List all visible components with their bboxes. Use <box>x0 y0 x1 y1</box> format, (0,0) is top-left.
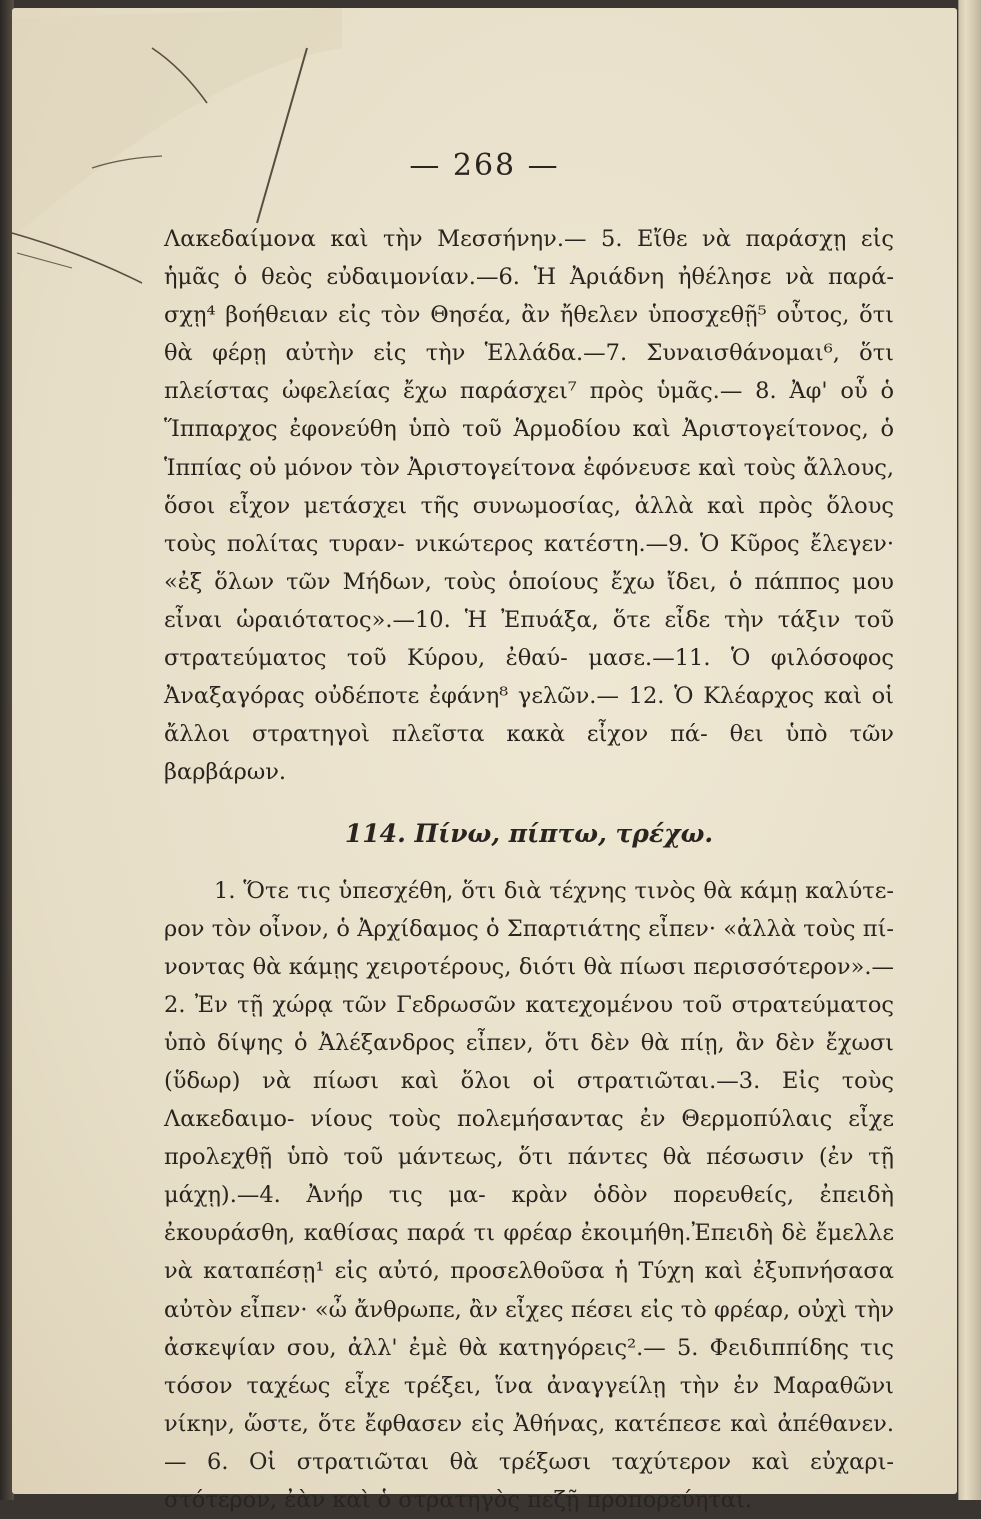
text-line: Λακεδαίμονα καὶ τὴν Μεσσήνην.— 5. Εἴθε νὰ παράσχῃ <box>164 226 846 252</box>
text-line: (ὕδωρ) νὰ πίωσι καὶ ὅλοι οἱ στρατιῶται.—3. Εἰς τοὺς Λακεδαιμο- <box>164 1068 894 1132</box>
text-line: 12. Ὁ Κλέαρχος καὶ οἱ ἄλλοι στρατηγοὶ πλεῖστα κακὰ εἶχον πά- <box>164 683 894 747</box>
text-line: μετάσχει τῆς συνωμοσίας, ἀλλὰ καὶ πρὸς ὅλους τοὺς πολίτας τυραν- <box>164 493 894 557</box>
text-line: 1. Ὅτε τις ὑπεσχέθη, ὅτι διὰ τέχνης τινὸς θὰ κάμῃ καλύτε- <box>214 878 894 904</box>
exercise-paragraph <box>164 220 894 791</box>
text-line: 5. Φειδιππίδης τις τόσον ταχέως εἶχε τρέξει, ἵνα ἀναγγείλῃ τὴν <box>164 1335 894 1399</box>
text-line: ὠφελείας ἔχω παράσχει⁷ πρὸς ὑμᾶς.— 8. Ἀφ' οὗ ὁ Ἵππαρχος <box>164 378 894 442</box>
text-line: ὑπὸ δίψης ὁ Ἀλέξανδρος εἶπεν, ὅτι δὲν θὰ πίῃ, ἂν δὲν ἔχωσι <box>164 1030 894 1056</box>
book-page <box>12 8 957 1494</box>
text-line: νίους τοὺς πολεμήσαντας ἐν Θερμοπύλαις εἶχε προλεχθῇ ὑπὸ τοῦ <box>164 1106 894 1170</box>
text-line: Ἐπυάξα, ὅτε εἶδε τὴν τάξιν τοῦ στρατεύματος τοῦ Κύρου, ἐθαύ- <box>164 607 894 671</box>
text-line: ἀπέθανεν.— 6. Οἱ στρατιῶται θὰ τρέξωσι ταχύτερον καὶ εὐχαρι- <box>164 1411 894 1475</box>
text-line: σχῃ⁴ βοήθειαν εἰς τὸν Θησέα, ἂν ἤθελεν ὑποσχεθῇ⁵ οὗτος, ὅτι θὰ <box>164 302 894 366</box>
exercise-paragraph <box>164 872 894 1519</box>
text-line: εἰς τὸ φρέαρ, οὐχὶ τὴν ἀσκεψίαν σου, ἀλλ' ἐμὲ θὰ κατηγόρεις².— <box>164 1297 894 1361</box>
page-number: — 268 — <box>12 148 957 183</box>
text-line: μασε.—11. Ὁ φιλόσοφος Ἀναξαγόρας οὐδέποτε ἐφάνη⁸ γελῶν.— <box>164 645 894 709</box>
text-line: φέρῃ αὐτὴν εἰς τὴν Ἑλλάδα.—7. Συναισθάνομαι⁶, ὅτι πλείστας <box>164 340 894 404</box>
text-line: Τύχη καὶ ἐξυπνήσασα αὐτὸν εἶπεν· «ὦ ἄνθρωπε, ἂν εἶχες πέσει <box>164 1258 894 1322</box>
text-line: τοὺς ὁποίους ἔχω ἴδει, ὁ πάππος μου εἶναι ὡραιότατος».—10. Ἡ <box>164 569 894 633</box>
text-line: κρὰν ὁδὸν πορευθείς, ἐπειδὴ ἐκουράσθη, καθίσας παρά τι φρέαρ <box>164 1182 894 1246</box>
section-title: 114. Πίνω, πίπτω, τρέχω. <box>164 815 894 853</box>
text-line: στότερον, ἐὰν καὶ ὁ στρατηγὸς πεζῇ προπορεύηται. <box>164 1487 752 1513</box>
text-line: ἐκοιμήθη.Ἐπειδὴ δὲ ἔμελλε νὰ καταπέσῃ¹ εἰς αὐτό, προσελθοῦσα ἡ <box>164 1220 894 1284</box>
text-line: ρον τὸν οἶνον, ὁ Ἀρχίδαμος ὁ Σπαρτιάτης εἶπεν· «ἀλλὰ τοὺς πί- <box>164 916 894 942</box>
text-line: νοντας θὰ κάμῃς χειροτέρους, διότι θὰ πίωσι περισσότερον».— <box>164 954 894 980</box>
text-line: μόνον τὸν Ἀριστογείτονα ἐφόνευσε καὶ τοὺς ἄλλους, ὅσοι εἶχον <box>164 455 894 519</box>
text-line: μάντεως, ὅτι πάντες θὰ πέσωσιν (ἐν τῇ μάχῃ).—4. Ἀνήρ τις μα- <box>164 1144 894 1208</box>
text-line: 2. Ἐν τῇ χώρᾳ τῶν Γεδρωσῶν κατεχομένου τοῦ στρατεύματος <box>164 992 894 1018</box>
text-line: ἐν Μαραθῶνι νίκην, ὥστε, ὅτε ἔφθασεν εἰς Ἀθήνας, κατέπεσε καὶ <box>164 1373 894 1437</box>
text-line: θει ὑπὸ τῶν βαρβάρων. <box>164 721 894 785</box>
next-page-edge <box>958 0 981 1500</box>
page-text <box>164 220 894 1519</box>
text-line: εἰς ἡμᾶς ὁ θεὸς εὐδαιμονίαν.—6. Ἡ Ἀριάδνη ἠθέλησε νὰ παρά- <box>164 226 894 290</box>
text-line: ἐφονεύθη ὑπὸ τοῦ Ἁρμοδίου καὶ Ἀριστογείτονος, ὁ Ἱππίας οὐ <box>164 416 894 480</box>
text-line: νικώτερος κατέστη.—9. Ὁ Κῦρος ἔλεγεν· «ἐξ ὅλων τῶν Μήδων, <box>164 531 894 595</box>
